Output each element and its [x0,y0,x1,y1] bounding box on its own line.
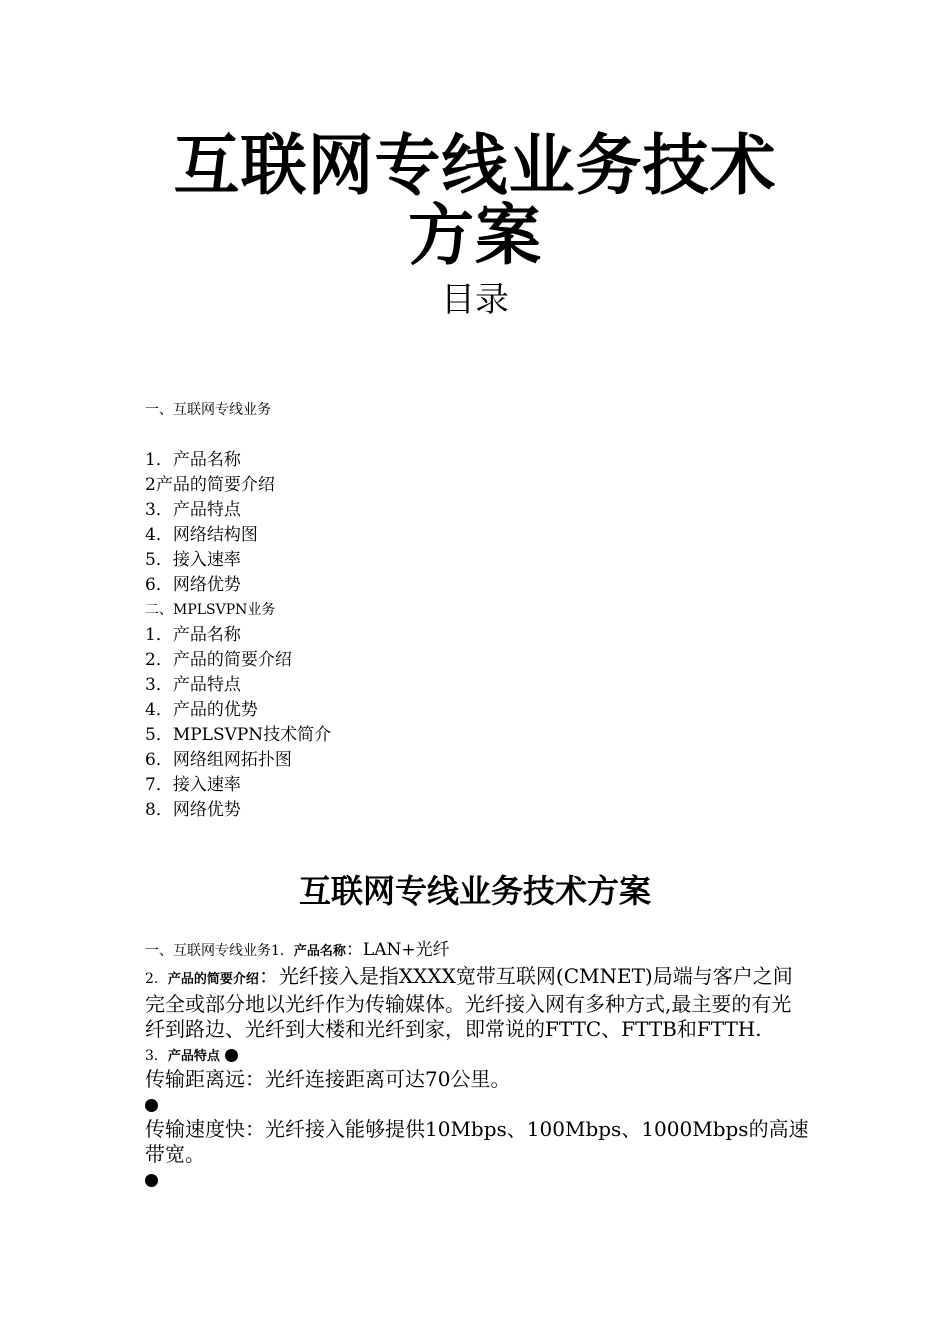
document-title-line1: 互联网专线业务技术 [173,127,777,204]
product-intro-label: 产品的简要介绍 [167,972,259,987]
item-prefix: 2． [145,971,168,987]
product-name-value: ：LAN+光纤 [345,940,450,960]
toc-item: 1．产品名称 [145,450,241,470]
toc-section-2: 二、MPLSVPN业务 [145,602,276,618]
toc-item: 4．网络结构图 [145,525,258,545]
section-prefix: 一、互联网专线业务1． [145,943,294,959]
bullet-icon [145,1099,158,1112]
toc-item: 3．产品特点 [145,500,241,520]
toc-item: 1．产品名称 [145,625,241,645]
toc-section-1: 一、互联网专线业务 [145,402,271,418]
toc-item: 6．网络优势 [145,575,241,595]
toc-item: 8．网络优势 [145,800,241,820]
toc-item: 4．产品的优势 [145,700,258,720]
product-intro-paragraph [145,964,810,1042]
toc-item: 5．接入速率 [145,550,241,570]
toc-heading: 目录 [441,280,509,320]
feature-speed: 传输速度快：光纤接入能够提供10Mbps、100Mbps、1000Mbps的高速带宽。 [145,1117,809,1166]
toc-item: 5．MPLSVPN技术简介 [145,725,332,745]
product-features-line [145,1042,810,1067]
table-of-contents [145,398,845,823]
toc-item: 2产品的简要介绍 [145,475,275,495]
body-content [145,938,810,1192]
toc-item: 7．接入速率 [145,775,241,795]
product-features-label: 产品特点 [167,1049,220,1064]
toc-item: 2．产品的简要介绍 [145,650,292,670]
bullet-icon [225,1049,238,1062]
bullet-row [145,1092,810,1117]
toc-item: 3．产品特点 [145,675,241,695]
document-title-line2: 方案 [408,197,542,274]
product-name-line [145,938,810,964]
feature-distance: 传输距离远：光纤连接距离可达70公里。 [145,1067,511,1091]
toc-item: 6．网络组网拓扑图 [145,750,292,770]
bullet-row [145,1167,810,1192]
body-title: 互联网专线业务技术方案 [298,872,651,910]
bullet-icon [145,1174,158,1187]
product-intro-text: ：光纤接入是指XXXX宽带互联网(CMNET)局端与客户之间完全或部分地以光纤作为传输媒体。光纤接入网有多种方式,最主要的有光纤到路边、光纤到大楼和光纤到家，即常说的FTTC、FTTB和FTTH. [145,964,793,1041]
item-prefix: 3． [145,1048,168,1064]
product-name-label: 产品名称 [293,944,346,959]
